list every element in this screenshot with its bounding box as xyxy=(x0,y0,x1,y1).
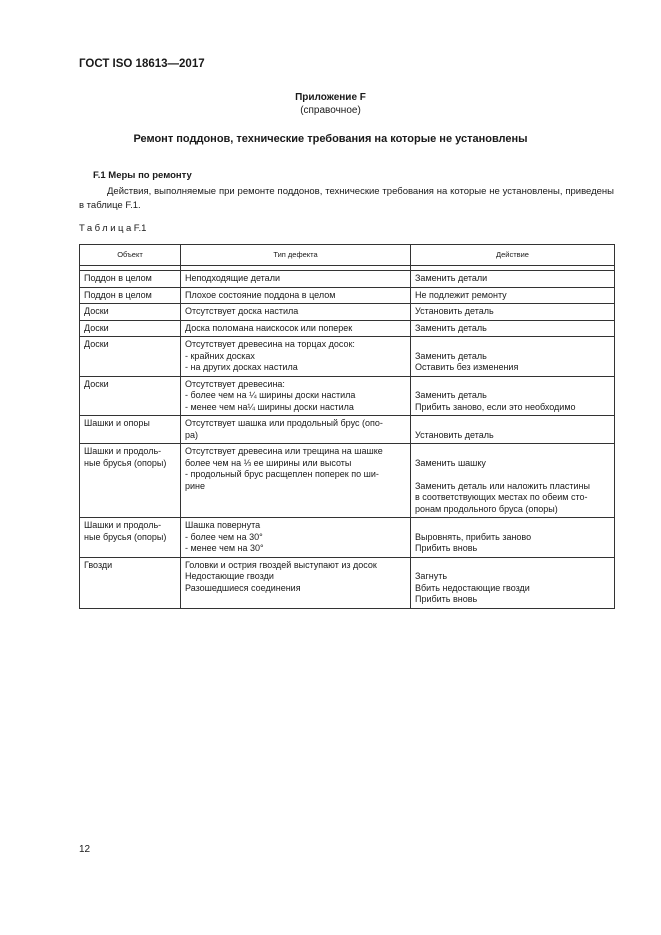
cell-line: Заменить деталь xyxy=(415,350,487,361)
cell-object xyxy=(80,337,181,377)
table-row xyxy=(80,376,615,416)
cell-defect xyxy=(181,337,411,377)
cell-line: Доски xyxy=(84,378,109,389)
cell-line: Отсутствует древесина или трещина на шашке xyxy=(185,446,383,456)
cell-line: Не подлежит ремонту xyxy=(415,289,507,300)
cell-line: Установить деталь xyxy=(415,306,494,316)
cell-action xyxy=(411,416,615,444)
table-row xyxy=(80,271,615,288)
table-row xyxy=(80,304,615,321)
cell-line: в соответствующих местах по обеим сто- xyxy=(415,492,588,502)
header-action: Действие xyxy=(411,245,615,266)
cell-line: Недостающие гвозди xyxy=(185,571,274,581)
header-object: Объект xyxy=(80,245,181,266)
cell-line: - более чем на 30° xyxy=(185,531,263,542)
cell-line: Прибить вновь xyxy=(415,594,478,604)
cell-line: ра) xyxy=(185,429,199,440)
section-heading: F.1 Меры по ремонту xyxy=(93,170,192,181)
cell-line: - крайних досках xyxy=(185,350,255,361)
table-row xyxy=(80,557,615,608)
cell-line: ные брусья (опоры) xyxy=(84,457,167,468)
appendix-title: Приложение F xyxy=(295,92,366,103)
cell-line xyxy=(415,446,610,458)
cell-action xyxy=(411,376,615,416)
cell-line: ные брусья (опоры) xyxy=(84,531,167,542)
cell-line: - продольный брус расщеплен поперек по ши- xyxy=(185,469,379,479)
cell-line: Шашки и опоры xyxy=(84,418,150,428)
cell-line: Выровнять, прибить заново xyxy=(415,531,532,542)
cell-object xyxy=(80,518,181,558)
cell-line: Заменить деталь или наложить пластины xyxy=(415,480,590,491)
page-number: 12 xyxy=(79,844,91,855)
cell-action xyxy=(411,320,615,337)
cell-line: - более чем на ¼ ширины доски настила xyxy=(185,390,356,400)
cell-line: Головки и острия гвоздей выступают из досок xyxy=(185,559,377,570)
cell-line xyxy=(415,520,610,532)
repair-table xyxy=(79,244,615,609)
cell-defect xyxy=(181,320,411,337)
cell-object xyxy=(80,271,181,288)
cell-line: Загнуть xyxy=(415,571,448,581)
intro-paragraph-text: Действия, выполняемые при ремонте поддонов, технические требования на которые не установлены, приведены в таблице F.1. xyxy=(79,186,614,211)
table-caption-label: Таблица xyxy=(79,223,134,234)
cell-defect xyxy=(181,557,411,608)
cell-object xyxy=(80,304,181,321)
table-row xyxy=(80,287,615,304)
cell-action xyxy=(411,444,615,518)
cell-line: рине xyxy=(185,480,206,491)
cell-action xyxy=(411,518,615,558)
cell-object xyxy=(80,416,181,444)
cell-defect xyxy=(181,304,411,321)
cell-action xyxy=(411,304,615,321)
cell-defect xyxy=(181,444,411,518)
appendix-subtitle: (справочное) xyxy=(300,105,361,116)
cell-line: Заменить деталь xyxy=(415,390,487,400)
cell-line: Заменить шашку xyxy=(415,457,486,468)
cell-line: Вбить недостающие гвозди xyxy=(415,582,530,593)
cell-line: Доски xyxy=(84,339,109,349)
cell-action xyxy=(411,271,615,288)
cell-object xyxy=(80,444,181,518)
cell-line: - менее чем на¼ ширины доски настила xyxy=(185,401,354,412)
header-defect: Тип дефекта xyxy=(181,245,411,266)
cell-line: Отсутствует древесина: xyxy=(185,378,285,389)
cell-line: Прибить заново, если это необходимо xyxy=(415,401,576,412)
cell-line: Доска поломана наискосок или поперек xyxy=(185,322,353,333)
table-caption-number: F.1 xyxy=(133,223,147,234)
cell-line: Неподходящие детали xyxy=(185,273,280,283)
cell-line: Разошедшиеся соединения xyxy=(185,582,301,593)
cell-line: - менее чем на 30° xyxy=(185,543,264,553)
table-row xyxy=(80,337,615,377)
cell-defect xyxy=(181,518,411,558)
table-row xyxy=(80,416,615,444)
cell-line: Поддон в целом xyxy=(84,289,152,300)
cell-line: Установить деталь xyxy=(415,429,494,440)
cell-action xyxy=(411,287,615,304)
cell-line xyxy=(415,339,610,351)
table-header-row xyxy=(80,245,615,266)
cell-object xyxy=(80,376,181,416)
cell-defect xyxy=(181,271,411,288)
cell-line: Гвозди xyxy=(84,559,113,570)
cell-line: Доски xyxy=(84,306,109,316)
table-row xyxy=(80,518,615,558)
cell-line: ронам продольного бруса (опоры) xyxy=(415,503,558,514)
cell-object xyxy=(80,320,181,337)
cell-line: Отсутствует шашка или продольный брус (опо- xyxy=(185,418,383,428)
cell-object xyxy=(80,557,181,608)
cell-line: Заменить детали xyxy=(415,273,488,283)
cell-line: Отсутствует древесина на торцах досок: xyxy=(185,339,355,349)
document-title: Ремонт поддонов, технические требования на которые не установлены xyxy=(133,133,528,145)
cell-object xyxy=(80,287,181,304)
cell-line: Прибить вновь xyxy=(415,543,478,553)
cell-line: Шашки и продоль- xyxy=(84,520,162,530)
cell-line xyxy=(415,469,610,481)
table-row xyxy=(80,444,615,518)
table-caption xyxy=(79,223,146,234)
cell-line xyxy=(415,418,610,430)
cell-line: Поддон в целом xyxy=(84,273,152,283)
intro-paragraph xyxy=(79,185,614,213)
cell-line: Доски xyxy=(84,322,109,333)
cell-line: Заменить деталь xyxy=(415,322,487,333)
appendix-heading xyxy=(0,91,661,117)
cell-line xyxy=(415,560,610,572)
document-header: ГОСТ ISO 18613—2017 xyxy=(79,58,205,70)
cell-defect xyxy=(181,416,411,444)
cell-defect xyxy=(181,287,411,304)
cell-action xyxy=(411,557,615,608)
cell-line: Плохое состояние поддона в целом xyxy=(185,289,336,300)
cell-line: Оставить без изменения xyxy=(415,362,519,372)
cell-line: Отсутствует доска настила xyxy=(185,306,299,316)
cell-defect xyxy=(181,376,411,416)
cell-line: Шашки и продоль- xyxy=(84,446,162,456)
table-row xyxy=(80,320,615,337)
cell-line xyxy=(415,379,610,391)
cell-line: более чем на ⅓ ее ширины или высоты xyxy=(185,457,352,468)
cell-line: Шашка повернута xyxy=(185,520,261,530)
cell-action xyxy=(411,337,615,377)
cell-line: - на других досках настила xyxy=(185,362,298,372)
